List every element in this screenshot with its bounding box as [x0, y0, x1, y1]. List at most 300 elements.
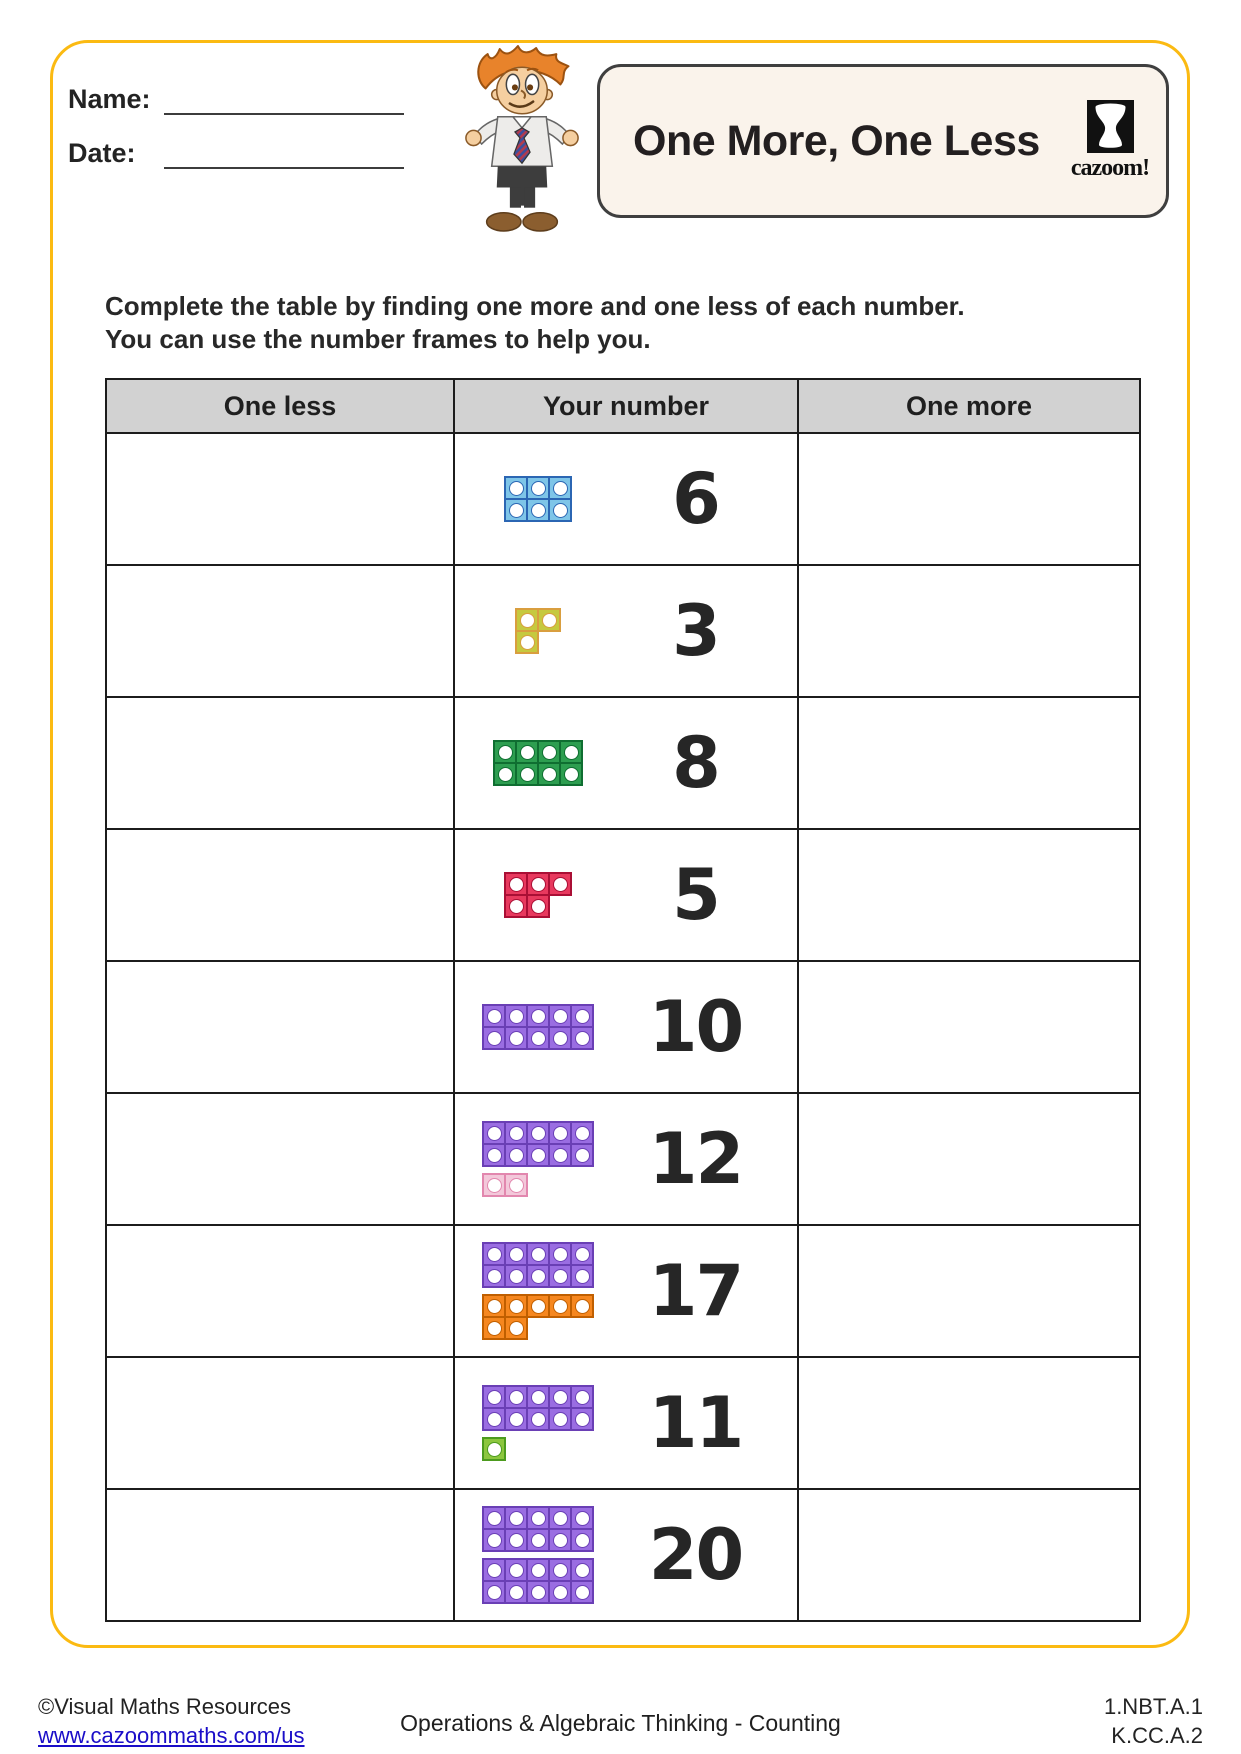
number-frame-green: [493, 740, 583, 786]
table-row: [106, 1489, 1140, 1621]
frame-dot: [509, 877, 524, 892]
frame-cell: [570, 1294, 594, 1318]
frame-dot: [553, 503, 568, 518]
frame-cell: [482, 1004, 506, 1028]
frame-dot: [487, 1321, 502, 1336]
table-row: [106, 961, 1140, 1093]
frame-dot: [531, 1563, 546, 1578]
one-less-answer-cell[interactable]: [106, 829, 454, 961]
table-row: [106, 1225, 1140, 1357]
frame-row: [504, 872, 572, 896]
frame-cell: [570, 1407, 594, 1431]
frame-cell: [526, 498, 550, 522]
frame-row: [504, 476, 572, 500]
frame-dot: [509, 1031, 524, 1046]
frame-row: [482, 1004, 594, 1028]
frame-cell: [570, 1385, 594, 1409]
frame-cell: [548, 1294, 572, 1318]
frame-cell: [482, 1316, 506, 1340]
your-number-value: 5: [672, 854, 719, 936]
frame-cell: [482, 1558, 506, 1582]
your-number-cell: [454, 1357, 798, 1489]
frame-dot: [531, 1148, 546, 1163]
one-more-answer-cell[interactable]: [798, 565, 1140, 697]
frame-dot: [564, 767, 579, 782]
frame-dot: [553, 1390, 568, 1405]
frame-cell: [570, 1121, 594, 1145]
frame-dot: [575, 1009, 590, 1024]
frame-row: [482, 1294, 594, 1318]
frame-dot: [487, 1511, 502, 1526]
frame-cell: [526, 1528, 550, 1552]
frame-cell: [570, 1264, 594, 1288]
instructions-line-1: Complete the table by finding one more and one less of each number.: [105, 291, 965, 321]
frame-cell: [504, 1004, 528, 1028]
frame-cell: [570, 1004, 594, 1028]
your-number-content: [455, 1490, 797, 1620]
frame-row: [482, 1316, 594, 1340]
frame-dot: [553, 1269, 568, 1284]
frame-cell: [548, 1242, 572, 1266]
your-number-value: 6: [672, 458, 719, 540]
number-frames: [482, 1506, 594, 1604]
frame-dot: [542, 767, 557, 782]
frame-dot: [575, 1390, 590, 1405]
frame-dot: [487, 1126, 502, 1141]
frame-dot: [553, 877, 568, 892]
frame-dot: [487, 1442, 502, 1457]
frame-cell: [504, 1173, 528, 1197]
your-number-value: 8: [672, 722, 719, 804]
footer-topic: Operations & Algebraic Thinking - Counting: [400, 1710, 841, 1736]
your-number-cell: [454, 1489, 798, 1621]
frame-cell: [526, 1121, 550, 1145]
frame-dot: [553, 1585, 568, 1600]
frame-cell: [515, 608, 539, 632]
frame-cell: [548, 1558, 572, 1582]
one-more-answer-cell[interactable]: [798, 1357, 1140, 1489]
your-number-content: [455, 434, 797, 564]
your-number-cell: [454, 697, 798, 829]
frame-dot: [509, 1585, 524, 1600]
one-less-answer-cell[interactable]: [106, 1225, 454, 1357]
frame-cell: [482, 1173, 506, 1197]
title-box: [597, 64, 1169, 218]
frame-row: [504, 894, 572, 918]
frame-row: [482, 1407, 594, 1431]
frame-row: [515, 608, 561, 632]
number-frame-pink: [482, 1173, 528, 1197]
frame-cell: [537, 762, 561, 786]
one-more-answer-cell[interactable]: [798, 829, 1140, 961]
one-more-answer-cell[interactable]: [798, 697, 1140, 829]
frame-cell: [548, 1143, 572, 1167]
frame-cell: [548, 872, 572, 896]
mascot-character: [448, 44, 596, 236]
frame-dot: [575, 1511, 590, 1526]
frame-cell: [482, 1580, 506, 1604]
frame-dot: [553, 1563, 568, 1578]
frame-cell: [526, 1004, 550, 1028]
number-frame-purple: [482, 1121, 594, 1167]
frame-dot: [487, 1148, 502, 1163]
frame-cell: [548, 1004, 572, 1028]
frame-dot: [487, 1269, 502, 1284]
frame-dot: [553, 1148, 568, 1163]
date-input-line[interactable]: [164, 167, 404, 169]
frame-dot: [487, 1178, 502, 1193]
frame-dot: [487, 1247, 502, 1262]
frame-dot: [531, 1533, 546, 1548]
number-frame-orange: [482, 1294, 594, 1340]
number-frames: [482, 608, 594, 654]
number-frames: [482, 476, 594, 522]
frame-dot: [542, 745, 557, 760]
frame-dot: [498, 767, 513, 782]
frame-row: [482, 1242, 594, 1266]
frame-dot: [575, 1412, 590, 1427]
frame-dot: [542, 613, 557, 628]
frame-dot: [509, 1511, 524, 1526]
frame-cell: [482, 1437, 506, 1461]
frame-dot: [520, 767, 535, 782]
frame-cell: [482, 1121, 506, 1145]
frame-dot: [487, 1412, 502, 1427]
frame-dot: [531, 1269, 546, 1284]
frame-cell: [537, 740, 561, 764]
frame-row: [504, 498, 572, 522]
one-more-answer-cell[interactable]: [798, 433, 1140, 565]
number-frame-lightgreen: [482, 1437, 506, 1461]
number-frame-purple: [482, 1385, 594, 1431]
table-row: [106, 1357, 1140, 1489]
frame-cell: [570, 1143, 594, 1167]
frame-cell: [526, 1580, 550, 1604]
frame-cell: [482, 1026, 506, 1050]
frame-row: [482, 1385, 594, 1409]
frame-cell: [504, 1143, 528, 1167]
frame-dot: [553, 1126, 568, 1141]
worksheet-table-wrap: [105, 378, 1141, 1622]
one-more-answer-cell[interactable]: [798, 1489, 1140, 1621]
worksheet-table-body: [106, 433, 1140, 1621]
table-row: [106, 697, 1140, 829]
frame-dot: [531, 1009, 546, 1024]
frame-dot: [498, 745, 513, 760]
frame-dot: [509, 1126, 524, 1141]
footer-website-link[interactable]: www.cazoommaths.com/us: [38, 1723, 305, 1748]
frame-dot: [509, 1390, 524, 1405]
your-number-content: [455, 1358, 797, 1488]
frame-cell: [504, 872, 528, 896]
frame-dot: [487, 1031, 502, 1046]
your-number-cell: [454, 1225, 798, 1357]
frame-cell: [548, 1407, 572, 1431]
one-more-answer-cell[interactable]: [798, 1225, 1140, 1357]
frame-dot: [531, 1031, 546, 1046]
your-number-cell: [454, 565, 798, 697]
frame-dot: [553, 1533, 568, 1548]
frame-dot: [531, 899, 546, 914]
frame-cell: [548, 1580, 572, 1604]
your-number-content: [455, 698, 797, 828]
frame-dot: [509, 1412, 524, 1427]
frame-dot: [553, 1412, 568, 1427]
frame-cell: [559, 740, 583, 764]
your-number-content: [455, 830, 797, 960]
your-number-cell: [454, 1093, 798, 1225]
frame-cell: [526, 1026, 550, 1050]
one-less-answer-cell[interactable]: [106, 433, 454, 565]
footer-standards: [1104, 1692, 1203, 1750]
frame-row: [482, 1558, 594, 1582]
frame-dot: [531, 877, 546, 892]
frame-dot: [575, 1585, 590, 1600]
one-less-answer-cell[interactable]: [106, 961, 454, 1093]
frame-row: [493, 762, 583, 786]
name-label: Name:: [68, 84, 151, 114]
cazoom-logo: [1068, 100, 1152, 182]
frame-dot: [520, 613, 535, 628]
frame-cell: [482, 1264, 506, 1288]
frame-cell: [504, 1528, 528, 1552]
instructions-line-2: You can use the number frames to help you.: [105, 324, 651, 354]
frame-dot: [531, 1585, 546, 1600]
frame-cell: [526, 1385, 550, 1409]
number-frame-purple: [482, 1558, 594, 1604]
frame-dot: [575, 1533, 590, 1548]
table-header-row: [106, 379, 1140, 433]
table-header-one-more: One more: [798, 379, 1140, 433]
frame-dot: [509, 1299, 524, 1314]
frame-cell: [504, 1580, 528, 1604]
number-frames: [482, 1004, 594, 1050]
frame-cell: [504, 1294, 528, 1318]
footer-standard-2: K.CC.A.2: [1111, 1723, 1203, 1748]
frame-dot: [531, 1412, 546, 1427]
frame-dot: [531, 1511, 546, 1526]
frame-cell: [526, 1294, 550, 1318]
frame-row: [482, 1264, 594, 1288]
frame-row: [482, 1506, 594, 1530]
frame-dot: [575, 1563, 590, 1578]
one-less-answer-cell[interactable]: [106, 1093, 454, 1225]
frame-dot: [575, 1148, 590, 1163]
frame-cell: [482, 1143, 506, 1167]
frame-cell: [526, 1264, 550, 1288]
frame-dot: [553, 1247, 568, 1262]
frame-dot: [520, 635, 535, 650]
your-number-content: [455, 1226, 797, 1356]
frame-cell: [570, 1528, 594, 1552]
frame-cell: [526, 476, 550, 500]
frame-dot: [487, 1563, 502, 1578]
frame-cell: [482, 1407, 506, 1431]
frame-dot: [509, 481, 524, 496]
date-label: Date:: [68, 138, 136, 168]
page-title: One More, One Less: [633, 116, 1040, 165]
name-input-line[interactable]: [164, 113, 404, 115]
number-frames: [482, 1385, 594, 1461]
frame-dot: [531, 1247, 546, 1262]
your-number-cell: [454, 433, 798, 565]
frame-row: [482, 1528, 594, 1552]
one-less-answer-cell[interactable]: [106, 697, 454, 829]
instructions: [105, 290, 1085, 356]
frame-cell: [526, 1143, 550, 1167]
frame-cell: [504, 1558, 528, 1582]
frame-cell: [548, 476, 572, 500]
your-number-content: [455, 1094, 797, 1224]
number-frames: [482, 1121, 594, 1197]
frame-dot: [509, 899, 524, 914]
frame-dot: [553, 1009, 568, 1024]
frame-cell: [548, 1026, 572, 1050]
your-number-value: 3: [672, 590, 719, 672]
frame-dot: [553, 481, 568, 496]
frame-dot: [575, 1299, 590, 1314]
frame-row: [482, 1143, 594, 1167]
frame-cell: [548, 1528, 572, 1552]
frame-cell: [493, 762, 517, 786]
frame-dot: [509, 1563, 524, 1578]
table-row: [106, 1093, 1140, 1225]
frame-cell: [515, 740, 539, 764]
number-frame-purple: [482, 1004, 594, 1050]
frame-dot: [575, 1126, 590, 1141]
table-header-your-number: Your number: [454, 379, 798, 433]
frame-cell: [548, 1121, 572, 1145]
number-frames: [482, 1242, 594, 1340]
frame-dot: [575, 1247, 590, 1262]
frame-cell: [504, 498, 528, 522]
worksheet-table: [105, 378, 1141, 1622]
one-less-answer-cell[interactable]: [106, 565, 454, 697]
your-number-content: [455, 566, 797, 696]
frame-dot: [553, 1299, 568, 1314]
frame-dot: [487, 1585, 502, 1600]
table-row: [106, 829, 1140, 961]
frame-dot: [509, 1178, 524, 1193]
frame-dot: [509, 1269, 524, 1284]
frame-cell: [504, 1242, 528, 1266]
frame-cell: [570, 1558, 594, 1582]
footer-copyright: ©Visual Maths Resources: [38, 1694, 292, 1719]
frame-cell: [482, 1242, 506, 1266]
your-number-cell: [454, 961, 798, 1093]
frame-cell: [482, 1506, 506, 1530]
one-more-answer-cell[interactable]: [798, 961, 1140, 1093]
frame-cell: [482, 1528, 506, 1552]
your-number-value: 12: [648, 1118, 743, 1200]
frame-dot: [531, 503, 546, 518]
frame-dot: [509, 1009, 524, 1024]
frame-cell: [526, 1242, 550, 1266]
frame-cell: [504, 1407, 528, 1431]
one-less-answer-cell[interactable]: [106, 1357, 454, 1489]
footer-standard-1: 1.NBT.A.1: [1103, 1694, 1203, 1719]
frame-dot: [575, 1031, 590, 1046]
cazoom-logo-text: cazoom!: [1070, 155, 1150, 181]
frame-cell: [548, 498, 572, 522]
number-frames: [482, 740, 594, 786]
frame-dot: [575, 1269, 590, 1284]
frame-dot: [520, 745, 535, 760]
frame-cell: [570, 1580, 594, 1604]
frame-cell: [570, 1506, 594, 1530]
one-less-answer-cell[interactable]: [106, 1489, 454, 1621]
frame-dot: [553, 1031, 568, 1046]
frame-dot: [564, 745, 579, 760]
frame-cell: [504, 1316, 528, 1340]
frame-dot: [509, 1533, 524, 1548]
frame-cell: [504, 1385, 528, 1409]
frame-dot: [509, 503, 524, 518]
frame-cell: [504, 1264, 528, 1288]
frame-row: [482, 1437, 506, 1461]
frame-cell: [504, 1026, 528, 1050]
frame-cell: [548, 1385, 572, 1409]
frame-cell: [515, 762, 539, 786]
frame-row: [515, 630, 561, 654]
frame-dot: [553, 1511, 568, 1526]
frame-dot: [487, 1390, 502, 1405]
frame-row: [482, 1121, 594, 1145]
frame-cell: [570, 1026, 594, 1050]
frame-cell: [548, 1506, 572, 1530]
frame-row: [482, 1580, 594, 1604]
frame-cell: [559, 762, 583, 786]
frame-dot: [531, 481, 546, 496]
table-row: [106, 565, 1140, 697]
your-number-cell: [454, 829, 798, 961]
frame-cell: [482, 1385, 506, 1409]
number-frame-yellow: [515, 608, 561, 654]
number-frame-red: [504, 872, 572, 918]
frame-row: [493, 740, 583, 764]
frame-dot: [509, 1247, 524, 1262]
frame-dot: [487, 1009, 502, 1024]
frame-dot: [509, 1148, 524, 1163]
frame-cell: [515, 630, 539, 654]
frame-cell: [526, 894, 550, 918]
number-frame-purple: [482, 1506, 594, 1552]
frame-cell: [504, 1121, 528, 1145]
frame-cell: [504, 476, 528, 500]
frame-dot: [487, 1299, 502, 1314]
frame-cell: [526, 1558, 550, 1582]
frame-dot: [531, 1126, 546, 1141]
your-number-value: 10: [648, 986, 743, 1068]
frame-cell: [493, 740, 517, 764]
table-row: [106, 433, 1140, 565]
your-number-value: 17: [648, 1250, 743, 1332]
frame-row: [482, 1173, 528, 1197]
frame-cell: [482, 1294, 506, 1318]
your-number-value: 11: [648, 1382, 743, 1464]
frame-dot: [487, 1533, 502, 1548]
frame-cell: [504, 894, 528, 918]
frame-cell: [526, 1506, 550, 1530]
one-more-answer-cell[interactable]: [798, 1093, 1140, 1225]
number-frames: [482, 872, 594, 918]
frame-cell: [570, 1242, 594, 1266]
your-number-content: [455, 962, 797, 1092]
frame-row: [482, 1026, 594, 1050]
cazoom-goblet-icon: [1087, 100, 1134, 153]
frame-dot: [509, 1321, 524, 1336]
table-header-one-less: One less: [106, 379, 454, 433]
